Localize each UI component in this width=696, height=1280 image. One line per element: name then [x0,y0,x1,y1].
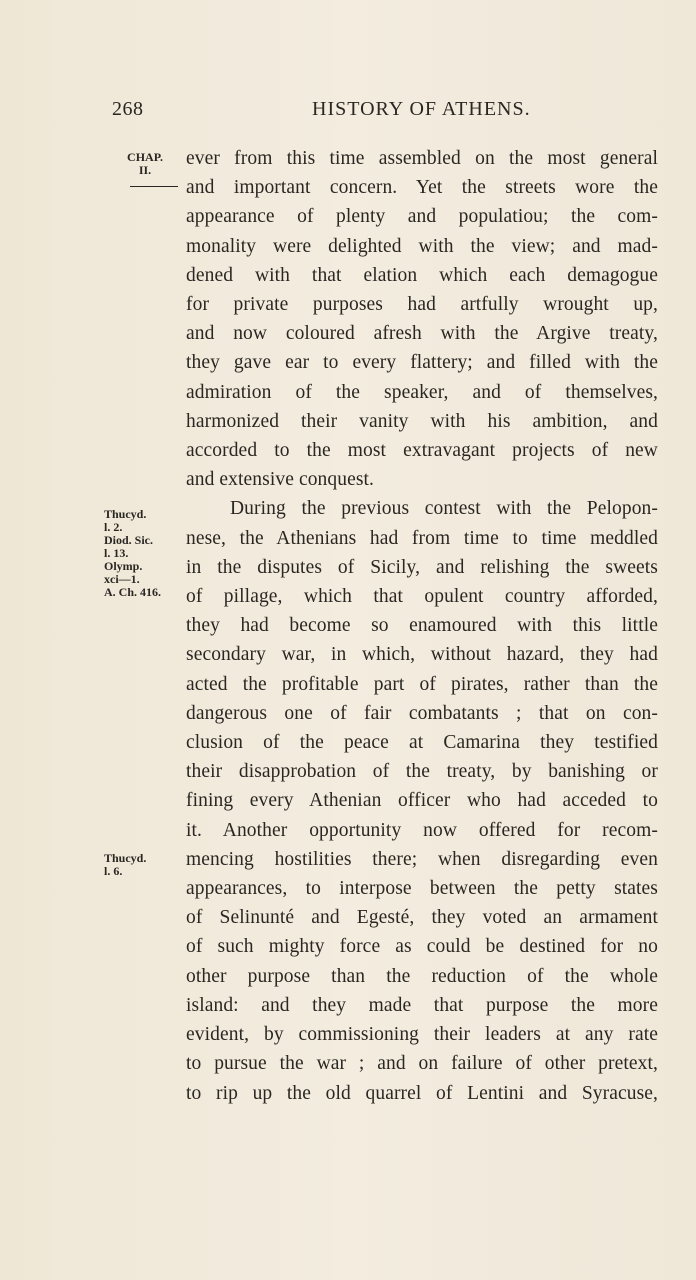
text-line: dened with that elation which each demagogue [186,264,658,286]
text-line: ever from this time assembled on the most general [186,148,658,169]
text-line: accorded to the most extravagant projects of new [186,440,658,462]
text-line: of Selinunté and Egesté, they voted an armament [186,907,658,929]
side-note-line: Olymp. [104,559,143,573]
text-line: for private purposes had artfully wrought up, [186,294,658,316]
text-line: it. Another opportunity now offered for recom- [186,819,658,841]
running-title: HISTORY OF ATHENS. [312,98,531,120]
page-header [112,98,656,128]
text-line: island: and they made that purpose the more [186,994,658,1016]
text-line: evident, by commissioning their leaders at any rate [186,1024,658,1046]
text-line: appearances, to interpose between the petty states [186,878,658,900]
chapter-rule [130,186,178,187]
text-line: in the disputes of Sicily, and relishing the sweets [186,556,658,578]
text-line: fining every Athenian officer who had acceded to [186,790,658,812]
text-line: to rip up the old quarrel of Lentini and Syracuse, [186,1082,658,1104]
text-line: of pillage, which that opulent country afforded, [186,586,658,608]
side-note-line: Thucyd. [104,507,147,521]
side-note-line: l. 13. [104,546,129,560]
text-line: dangerous one of fair combatants ; that on con- [186,702,658,724]
text-line: their disapprobation of the treaty, by banishing or [186,761,658,783]
text-line: and important concern. Yet the streets wore the [186,177,658,199]
text-line: clusion of the peace at Camarina they testified [186,732,658,754]
text-line: to pursue the war ; and on failure of other pretext, [186,1053,658,1075]
page-number: 268 [112,98,144,120]
side-note-line: l. 2. [104,520,123,534]
side-note-line: Thucyd. [104,851,147,865]
side-note-thucyd-diod [104,508,161,599]
chapter-number: II. [138,163,152,177]
text-line: mencing hostilities there; when disregarding even [186,848,658,870]
text-line: and now coloured afresh with the Argive treaty, [186,323,658,345]
text-line: admiration of the speaker, and of themselves, [186,381,658,403]
text-line: other purpose than the reduction of the whole [186,965,658,987]
text-line: acted the profitable part of pirates, rather than the [186,673,658,695]
text-line: appearance of plenty and populatiou; the com- [186,206,658,228]
text-line: they gave ear to every flattery; and filled with the [186,352,658,374]
side-note-line: A. Ch. 416. [104,585,162,599]
text-line: they had become so enamoured with this little [186,615,658,637]
text-line: During the previous contest with the Pelopon- [230,498,658,520]
text-line: and extensive conquest. [186,469,375,491]
text-line: secondary war, in which, without hazard, they had [186,644,658,666]
text-line: nese, the Athenians had from time to time meddled [186,527,658,549]
body-text [186,144,658,1108]
side-note-line: xci—1. [104,572,140,586]
chapter-label: CHAP. [127,150,163,164]
side-note-thucyd-6 [104,852,146,878]
side-note-line: Diod. Sic. [104,533,154,547]
text-line: monality were delighted with the view; and mad- [186,235,658,257]
side-note-line: l. 6. [104,864,123,878]
chapter-marker [120,151,170,177]
text-line: harmonized their vanity with his ambition, and [186,410,658,432]
text-line: of such mighty force as could be destined for no [186,936,658,958]
